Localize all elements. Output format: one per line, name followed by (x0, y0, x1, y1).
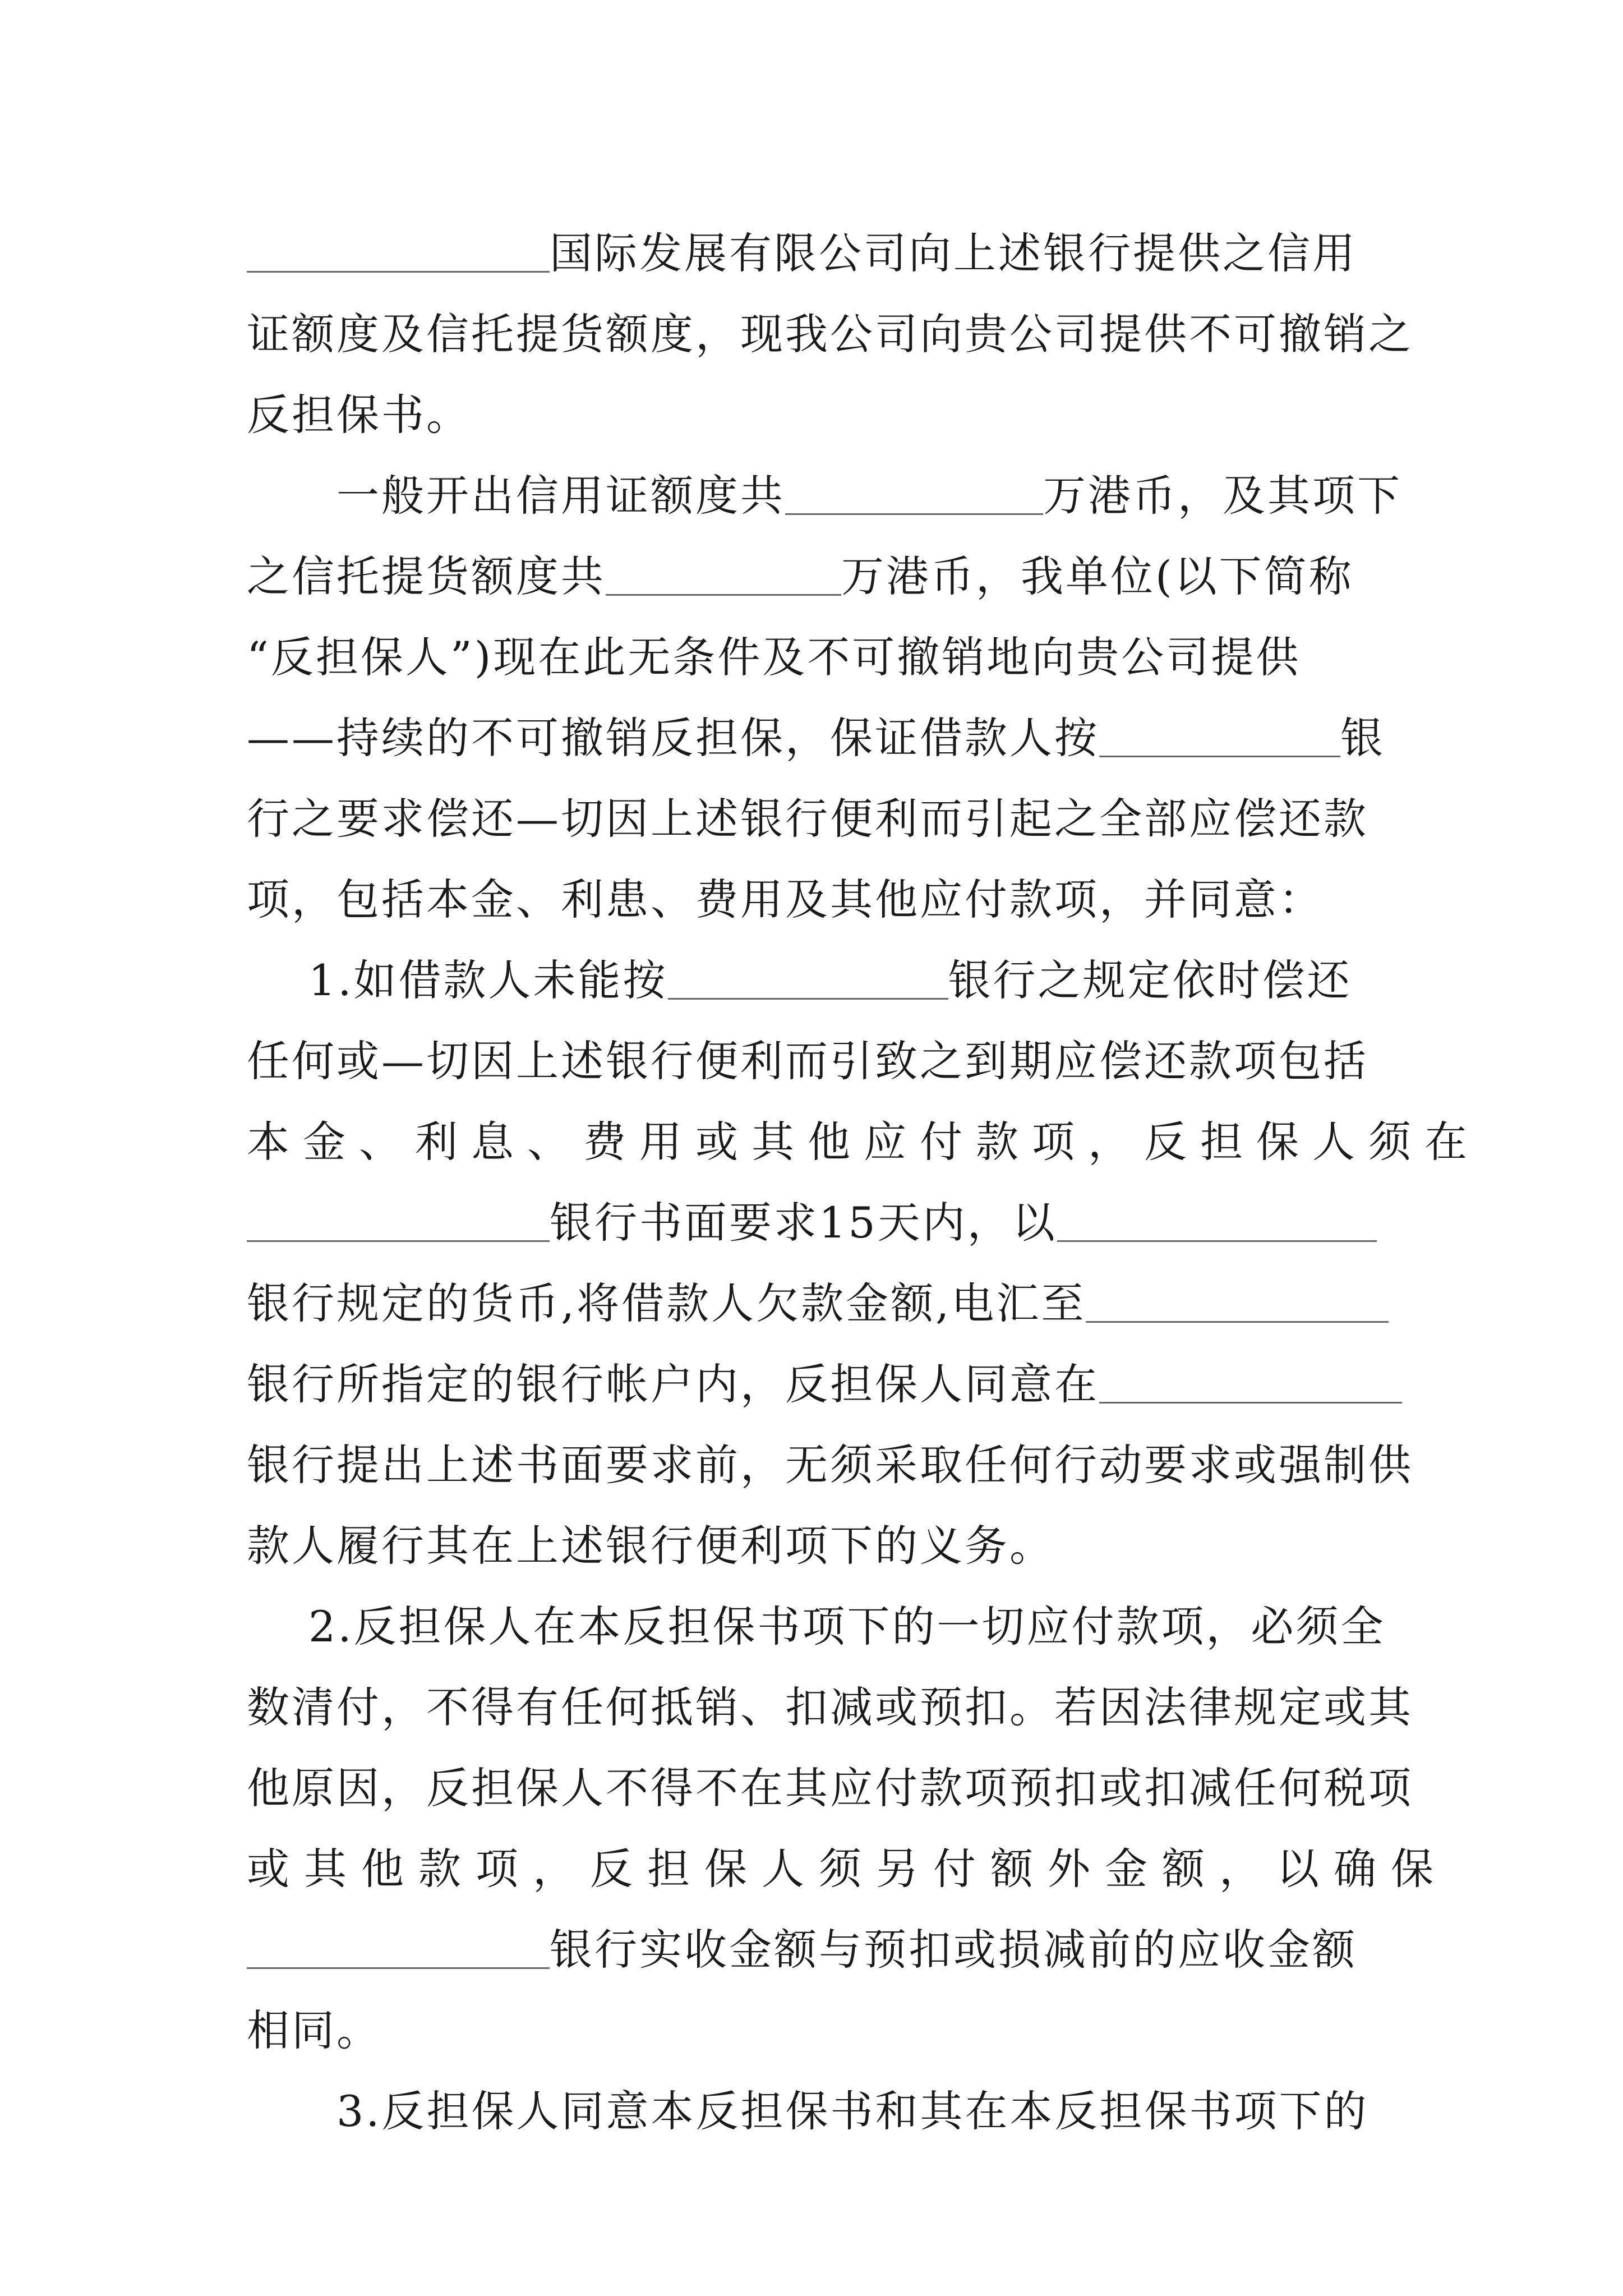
credit-line-6: 项，包括本金、利患、费用及其他应付款项，并同意： (247, 875, 1324, 924)
blank-credit-amount[interactable] (785, 474, 1043, 515)
clause-1-line-1: 1.如借款人未能按 银行之规定依时偿还 (308, 955, 1352, 1005)
credit-line-4: ——持续的不可撤销反担保，保证借款人按 银 (247, 713, 1385, 763)
clause-1-line-7: 银行提出上述书面要求前，无须采取任何行动要求或强制供 (247, 1440, 1413, 1490)
clause-1-line-8: 款人履行其在上述银行便利项下的义务。 (247, 1521, 1054, 1571)
document-page (247, 213, 1481, 2152)
blank-trust-amount[interactable] (606, 555, 841, 596)
clause-1 (247, 940, 1481, 1586)
clause-2 (247, 1586, 1448, 2071)
blank-bank-name[interactable] (247, 1928, 550, 1969)
credit-line-3: “反担保人”)现在此无条件及不可撤销地向贵公司提供 (247, 632, 1301, 682)
credit-line-5: 行之要求偿还—切因上述银行便利而引起之全部应偿还款 (247, 794, 1368, 844)
clause-2-line-6: 相同。 (247, 2005, 381, 2055)
clause-2-line-1: 2.反担保人在本反担保书项下的一切应付款项，必须全 (308, 1602, 1386, 1651)
intro-line-2: 证额度及信托提货额度，现我公司向贵公司提供不可撤销之 (247, 309, 1413, 359)
intro-line-1 (247, 213, 1382, 294)
intro-text: 国际发展有限公司向上述银行提供之信用 (550, 228, 1357, 278)
clause-2-line-4: 或其他款项，反担保人须另付额外金额，以确保 (247, 1844, 1448, 1894)
paragraph-credit-limit (247, 455, 1402, 940)
blank-currency-bank[interactable] (1057, 1201, 1377, 1242)
clause-2-line-5: 银行实收金额与预扣或损减前的应收金额 (247, 1910, 1382, 1990)
clause-2-line-2: 数清付，不得有任何抵销、扣减或预扣。若因法律规定或其 (247, 1682, 1413, 1732)
clause-3 (247, 2071, 1382, 2152)
clause-1-line-3: 本金、利息、费用或其他应付款项，反担保人须在 (247, 1117, 1481, 1167)
clause-1-line-2: 任何或—切因上述银行便利而引致之到期应偿还款项包括 (247, 1036, 1368, 1086)
blank-bank-name[interactable] (247, 1201, 550, 1242)
blank-bank-name[interactable] (1099, 716, 1340, 757)
clause-3-line-1: 3.反担保人同意本反担保书和其在本反担保书项下的 (336, 2086, 1369, 2136)
blank-bank-name[interactable] (1099, 1363, 1402, 1404)
clause-2-line-3: 他原因，反担保人不得不在其应付款项预扣或扣减任何税项 (247, 1763, 1413, 1813)
blank-remit-bank[interactable] (1086, 1282, 1389, 1323)
credit-line-1: 一般开出信用证额度共 万港币，及其项下 (336, 471, 1402, 521)
blank-field[interactable] (247, 232, 550, 273)
clause-1-line-5: 银行规定的货币,将借款人欠款金额,电汇至 (247, 1263, 1382, 1344)
paragraph-intro (247, 213, 1413, 455)
blank-bank-name[interactable] (668, 959, 948, 1000)
clause-1-line-6: 银行所指定的银行帐户内，反担保人同意在 (247, 1344, 1382, 1425)
clause-1-line-4: 银行书面要求15天内，以 (247, 1182, 1382, 1263)
intro-line-3: 反担保书。 (247, 390, 471, 440)
credit-line-2: 之信托提货额度共 万港币，我单位(以下简称 (247, 551, 1354, 601)
